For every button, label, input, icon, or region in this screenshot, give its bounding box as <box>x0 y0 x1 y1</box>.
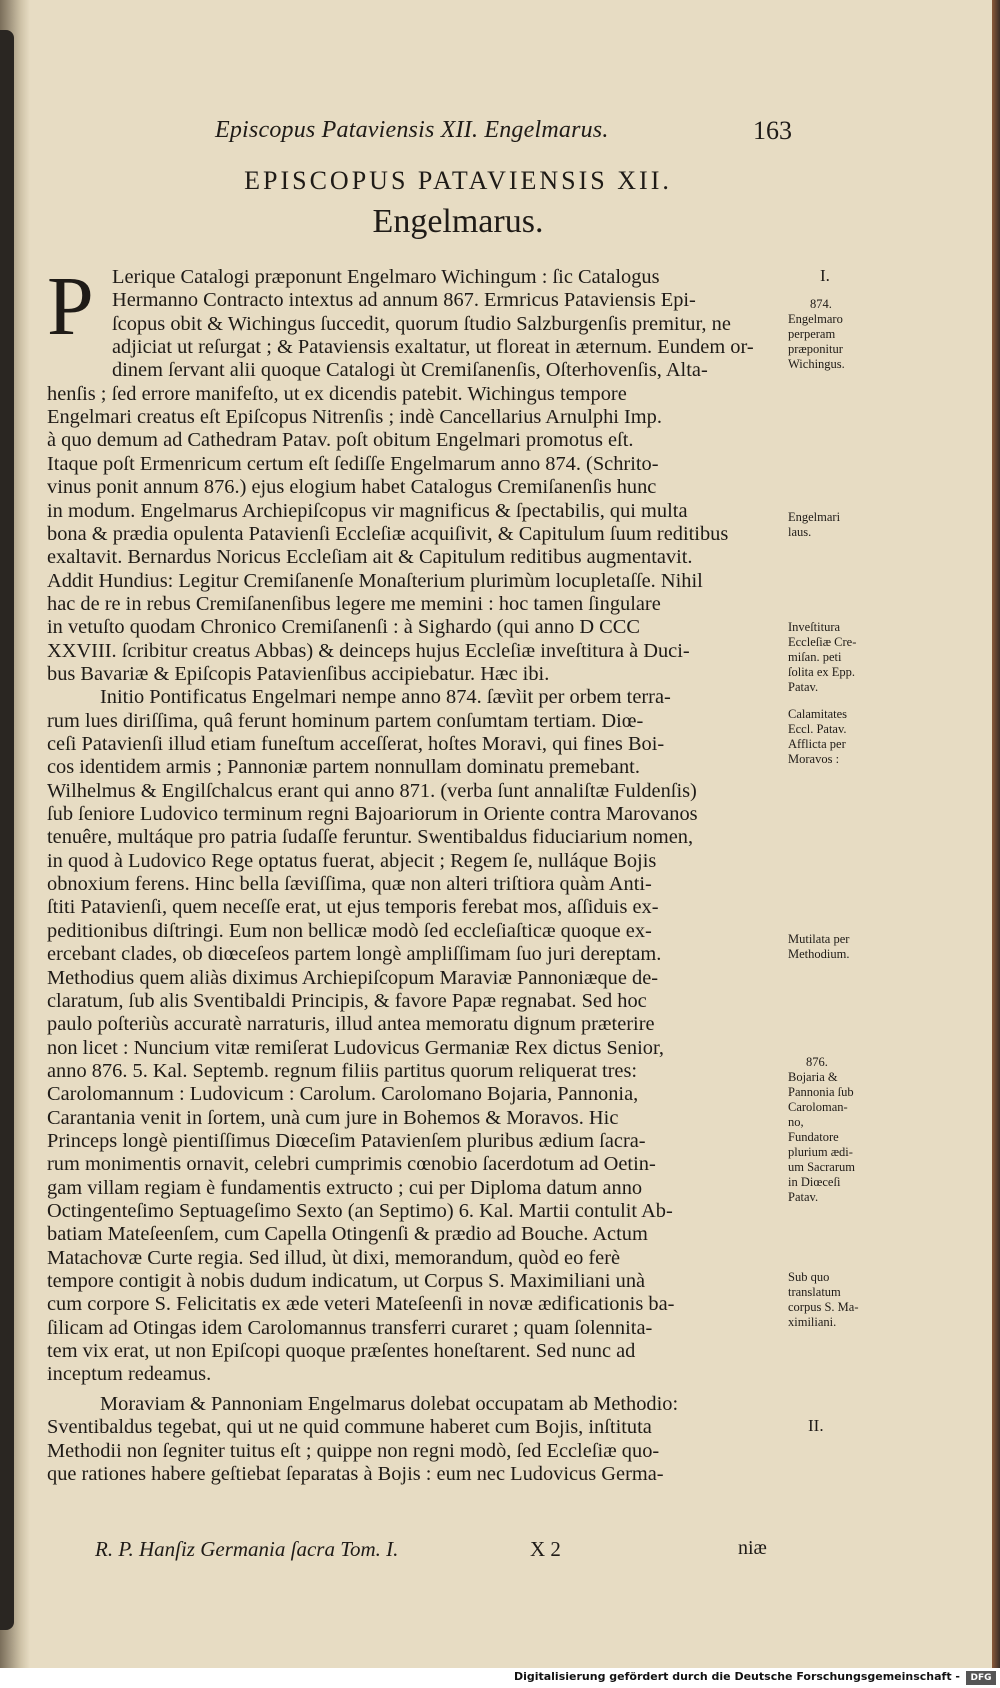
text-line: batiam Mateſeenſem, cum Capella Otingenſi & prædio ad Bouche. Actum <box>47 1223 648 1246</box>
margin-note-mutilata <box>788 932 892 962</box>
text-line: Addit Hundius: Legitur Cremiſanenſe Monaſterium plurimùm locupletaſſe. Nihil <box>47 569 703 592</box>
margin-note-line: Eccl. Patav. <box>788 722 847 736</box>
text-line: in quod à Ludovico Rege optatus fuerat, abjecit ; Regem ſe, nulláque Bojis <box>47 849 657 872</box>
text-line: peditionibus diſtringi. Eum non bellicæ modò ſed eccleſiaſticæ quoque ex- <box>47 919 652 942</box>
margin-note-line: ximiliani. <box>788 1315 837 1329</box>
margin-note-line: Methodium. <box>788 947 850 961</box>
digitization-footer <box>0 1668 1000 1688</box>
margin-note-investitura <box>788 620 892 695</box>
margin-note-line: Inveſtitura <box>788 620 841 634</box>
text-line: Carantania venit in ſortem, unà cum jure in Bohemos & Moravos. Hic <box>47 1106 619 1129</box>
text-line: cos identidem armis ; Pannoniæ partem nonnullam dominatu premebant. <box>47 756 640 779</box>
text-line: à quo demum ad Cathedram Patav. poſt obitum Engelmari promotus eſt. <box>47 429 634 452</box>
text-line: ſtiti Patavienſi, quem neceſſe erat, ut ejus temporis ferebat mos, aſſiduis ex- <box>47 896 659 919</box>
margin-note-874 <box>788 297 892 372</box>
text-line: Itaque poſt Ermenricum certum eſt ſediſſe Engelmarum anno 874. (Schrito- <box>47 452 659 475</box>
margin-note-line: Mutilata per <box>788 932 850 946</box>
text-line: Hermanno Contracto intextus ad annum 867. Ermricus Pataviensis Epi- <box>112 289 696 312</box>
text-line: Matachovæ Curte regia. Sed illud, ùt dixi, memorandum, quòd eo ferè <box>47 1246 621 1269</box>
margin-note-line: in Diœceſi <box>788 1175 841 1189</box>
text-line: vinus ponit annum 876.) ejus elogium habet Catalogus Cremiſanenſis hunc <box>47 476 657 499</box>
text-line: inceptum redeamus. <box>47 1363 212 1386</box>
text-line: ſilicam ad Otingas idem Carolomannus transferri curaret ; quam ſolennita- <box>47 1316 653 1339</box>
text-line: claratum, ſub alis Sventibaldi Principis, & favore Papæ regnabat. Sed hoc <box>47 989 647 1012</box>
margin-note-line: no, <box>788 1115 804 1129</box>
margin-note-line: præponitur <box>788 342 843 356</box>
margin-section-number-2: II. <box>808 1416 824 1435</box>
text-line: Methodius quem aliàs diximus Archiepiſcopum Maraviæ Pannoniæque de- <box>47 966 659 989</box>
signature-line: R. P. Hanſiz Germania ſacra Tom. I. <box>95 1537 399 1561</box>
text-line: ſub ſeniore Ludovico terminum regni Bajoariorum in Oriente contra Marovanos <box>47 803 698 826</box>
margin-note-line: Bojaria & <box>788 1070 838 1084</box>
text-line: paulo poſteriùs accuratè narraturis, illud antea memoratu dignum præterire <box>47 1013 655 1036</box>
book-binding-edge <box>0 30 14 1630</box>
chapter-title: EPISCOPUS PATAVIENSIS XII. <box>244 166 672 195</box>
text-line: exaltavit. Bernardus Noricus Eccleſiam ait & Capitulum reditibus augmentavit. <box>47 546 693 569</box>
text-line: tempore contigit à nobis dudum indicatum, ut Corpus S. Maximiliani unà <box>47 1270 646 1293</box>
margin-note-line: Engelmaro <box>788 312 843 326</box>
catchword: niæ <box>738 1537 767 1559</box>
text-line: Methodii non ſegniter tuitus eſt ; quippe non regni modò, ſed Eccleſiæ quo- <box>47 1439 660 1462</box>
text-line: bus Bavariæ & Epiſcopis Patavienſibus accipiebatur. Hæc ibi. <box>47 662 550 685</box>
margin-note-line: Calamitates <box>788 707 848 721</box>
text-line: Moraviam & Pannoniam Engelmarus dolebat occupatam ab Methodio: <box>100 1392 679 1415</box>
margin-section-number-1: I. <box>820 266 830 285</box>
text-line: que rationes habere geſtiebat ſeparatas à Bojis : eum nec Ludovicus Germa- <box>47 1462 664 1485</box>
text-line: cum corpore S. Felicitatis ex æde veteri Mateſeenſi in novæ ædificationis ba- <box>47 1293 675 1316</box>
page-number: 163 <box>753 116 792 145</box>
margin-note-876 <box>788 1055 892 1205</box>
text-line: dinem ſervant alii quoque Catalogi ùt Cremiſanenſis, Oſterhovenſis, Alta- <box>112 359 708 382</box>
text-line: rum monimentis ornavit, celebri cumprimis cœnobio ſacerdotum ad Oetin- <box>47 1153 656 1176</box>
margin-note-line: Engelmari <box>788 510 841 524</box>
margin-note-line: Pannonia ſub <box>788 1085 854 1099</box>
margin-note-line: Caroloman- <box>788 1100 848 1114</box>
margin-note-line: corpus S. Ma- <box>788 1300 859 1314</box>
drop-cap-letter: P <box>47 260 94 353</box>
text-line: in modum. Engelmarus Archiepiſcopus vir magnificus & ſpectabilis, qui multa <box>47 499 688 522</box>
text-line: Carolomannum : Ludovicum : Carolum. Carolomano Bojaria, Pannonia, <box>47 1083 639 1106</box>
text-line: non licet : Nuncium vitæ remiſerat Ludovicus Germaniæ Rex dictus Senior, <box>47 1036 665 1059</box>
margin-note-line: Eccleſiæ Cre- <box>788 635 857 649</box>
margin-note-line: Patav. <box>788 680 819 694</box>
margin-note-laus <box>788 510 892 540</box>
margin-note-line: 876. <box>806 1055 828 1069</box>
margin-note-line: plurium ædi- <box>788 1145 853 1159</box>
chapter-subtitle: Engelmarus. <box>372 203 544 240</box>
text-line: in vetuſto quodam Chronico Cremiſanenſi : à Sighardo (qui anno D CCC <box>47 616 640 639</box>
dfg-logo-icon: DFG <box>966 1671 996 1685</box>
page-edge <box>992 0 1000 1668</box>
text-line: tem vix erat, ut non Epiſcopi quoque præſentes honeſtarent. Sed nunc ad <box>47 1340 636 1363</box>
text-line: bona & prædia opulenta Patavienſi Eccleſiæ acquiſivit, & Capitulum ſuum reditibus <box>47 522 729 545</box>
digitization-credit: Digitalisierung gefördert durch die Deutsche Forschungsgemeinschaft - <box>513 1670 960 1683</box>
text-line: Sventibaldus tegebat, qui ut ne quid commune haberet cum Bojis, inſtituta <box>47 1416 652 1439</box>
margin-note-line: Afflicta per <box>788 737 846 751</box>
text-line: Lerique Catalogi præponunt Engelmaro Wichingum : ſic Catalogus <box>112 266 660 288</box>
margin-note-line: perperam <box>788 327 836 341</box>
margin-note-line: Patav. <box>788 1190 819 1204</box>
margin-note-line: Moravos : <box>788 752 840 766</box>
margin-note-calamitates <box>788 707 892 767</box>
text-line: anno 876. 5. Kal. Septemb. regnum filiis partitus quorum reliquerat tres: <box>47 1059 638 1082</box>
text-line: Octingenteſimo Septuageſimo Sexto (an Septimo) 6. Kal. Martii contulit Ab- <box>47 1200 673 1222</box>
text-line: tenuêre, multáque pro patria ſudaſſe feruntur. Swentibaldus fiduciarium nomen, <box>47 826 694 849</box>
margin-note-line: um Sacrarum <box>788 1160 855 1174</box>
text-line: XXVIII. ſcribitur creatus Abbas) & deinceps hujus Eccleſiæ inveſtitura à Duci- <box>47 639 690 662</box>
margin-note-line: Fundatore <box>788 1130 839 1144</box>
margin-note-line: translatum <box>788 1285 841 1299</box>
text-line: ercebant clades, ob diœceſeos partem longè ampliſſimam ſuo juri dereptam. <box>47 943 662 966</box>
text-line: Wilhelmus & Engilſchalcus erant qui anno 871. (verba ſunt annaliſtæ Fuldenſis) <box>47 779 697 802</box>
margin-note-line: ſolita ex Epp. <box>788 665 855 679</box>
margin-note-line: 874. <box>810 297 832 311</box>
text-line: gam villam regiam è fundamentis extructo ; cui per Diploma datum anno <box>47 1176 643 1199</box>
running-title: Episcopus Pataviensis XII. Engelmarus. <box>215 117 609 143</box>
margin-note-line: miſan. peti <box>788 650 842 664</box>
text-line: Princeps longè pientiſſimus Diœceſim Patavienſem pluribus ædium ſacra- <box>47 1129 646 1152</box>
text-line: obnoxium ferens. Hinc bella ſæviſſima, quæ non alteri triſtiora quàm Anti- <box>47 873 652 896</box>
margin-note-line: Sub quo <box>788 1270 830 1284</box>
margin-note-line: laus. <box>788 525 812 539</box>
text-line: rum lues diriſſima, quâ ferunt hominum partem conſumtam tertiam. Diœ- <box>47 709 644 732</box>
text-line: Initio Pontificatus Engelmari nempe anno 874. ſævìit per orbem terra- <box>100 686 671 709</box>
margin-note-maximiliani <box>788 1270 892 1330</box>
signature-mark: X 2 <box>530 1537 561 1561</box>
text-line: ceſi Patavienſi illud etiam funeſtum acceſſerat, hoſtes Moravi, qui fines Boi- <box>47 733 665 755</box>
text-line: adjiciat ut reſurgat ; & Pataviensis exaltatur, ut floreat in æternum. Eundem or- <box>112 336 754 359</box>
text-line: Engelmari creatus eſt Epiſcopus Nitrenſis ; indè Cancellarius Arnulphi Imp. <box>47 406 662 429</box>
text-line: hac de re in rebus Cremiſanenſibus legere me memini : hoc tamen ſingulare <box>47 592 661 615</box>
text-line: henſis ; ſed errore manifeſto, ut ex dicendis patebit. Wichingus tempore <box>47 382 627 405</box>
margin-note-line: Wichingus. <box>788 357 845 371</box>
text-line: ſcopus obit & Wichingus ſuccedit, quorum ſtudio Salzburgenſis premitur, ne <box>112 312 731 335</box>
